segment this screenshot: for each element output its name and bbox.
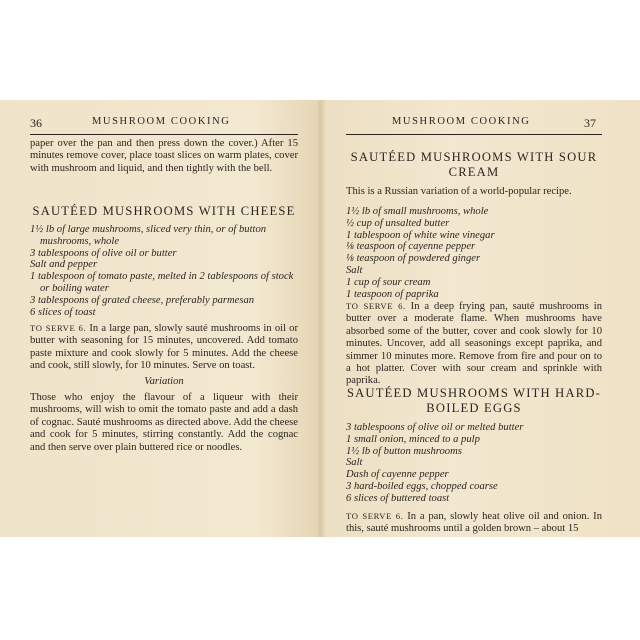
ingredient-line: 1 tablespoon of white wine vinegar [346, 229, 495, 241]
ingredient-line: Salt [346, 264, 363, 276]
ingredient-line: Salt and pepper [30, 259, 98, 271]
serve-label: TO SERVE 6. [30, 323, 87, 333]
method-hard-boiled-eggs [346, 510, 602, 536]
serve-label: TO SERVE 6. [346, 301, 406, 311]
serve-label: TO SERVE 6. [346, 511, 404, 521]
recipe-title-cheese: SAUTÉED MUSHROOMS WITH CHEESE [32, 204, 296, 218]
ingredient-line: 1 cup of sour cream [346, 276, 431, 288]
method-text: In a large pan, slowly sauté mushrooms in oil or butter with seasoning for 15 minutes, uncovered. Add tomato paste mixture and cook slowly for 5 minutes. Add the cheese and cook, still slowly, for 10 minutes. Serve on toast. [30, 323, 299, 372]
ingredient-line: 3 tablespoons of grated cheese, preferably parmesan [30, 294, 255, 306]
ingredient-line: 6 slices of buttered toast [346, 492, 450, 504]
ingredient-line: 1 tablespoon of tomato paste, melted in 2 tablespoons of stock or boiling water [30, 271, 294, 294]
variation-heading: Variation [144, 376, 184, 387]
method-sour-cream [346, 300, 602, 388]
recipe-intro: This is a Russian variation of a world-popular recipe. [346, 186, 572, 197]
right-page [322, 100, 640, 537]
ingredient-line: 1 small onion, minced to a pulp [346, 433, 480, 445]
method-text: In a pan, slowly heat olive oil and onion. In this, sauté mushrooms until a golden brown – about 15 [346, 511, 602, 535]
right-running-head: MUSHROOM COOKING [392, 116, 531, 127]
ingredient-line: 1½ lb of large mushrooms, sliced very thin, or of button mushrooms, whole [30, 224, 267, 247]
open-book [0, 100, 640, 537]
ingredient-line: 1½ lb of button mushrooms [346, 445, 462, 457]
continued-text: paper over the pan and then press down the cover.) After 15 minutes remove cover, place toast slices on warm plates, cover with mushroom and liquid, and then tightly with the bell. [30, 138, 298, 174]
ingredient-line: 1½ lb of small mushrooms, whole [346, 206, 489, 217]
method-text: In a deep frying pan, sauté mushrooms in butter over a moderate flame. When mushrooms have absorbed some of the butter, cover and cook slowly for 10 minutes. Uncover, add all seasonings except paprika, and simmer 10 minutes more. Remove from fire and pour on to a hot platter. Cover with sour cream and sprinkle with paprika. [346, 301, 602, 387]
variation-text: Those who enjoy the flavour of a liqueur with their mushrooms, will wish to omit the tomato paste and add a dash of cognac. Sauté mushrooms as directed above. Add the cheese and cook for 5 minutes, stirring constantly. Add the cognac and then serve over plain buttered rice or noodles. [30, 392, 298, 453]
ingredient-line: Salt [346, 457, 363, 469]
left-page [0, 100, 318, 537]
ingredients-sour-cream [346, 206, 602, 300]
ingredient-line: Dash of cayenne pepper [346, 469, 449, 481]
ingredients-cheese [30, 224, 298, 318]
recipe-title-hard-boiled-eggs: SAUTÉED MUSHROOMS WITH HARD-BOILED EGGS [346, 386, 602, 415]
left-header-rule [30, 134, 298, 135]
recipe-title-sour-cream: SAUTÉED MUSHROOMS WITH SOUR CREAM [350, 150, 598, 179]
left-running-head: MUSHROOM COOKING [92, 116, 231, 127]
ingredient-line: ⅛ teaspoon of cayenne pepper [346, 241, 476, 253]
method-cheese [30, 322, 298, 373]
left-page-number: 36 [30, 116, 42, 130]
ingredient-line: 1 teaspoon of paprika [346, 288, 439, 300]
ingredient-line: 3 tablespoons of olive oil or melted butter [346, 422, 524, 433]
ingredient-line: 6 slices of toast [30, 306, 96, 318]
ingredient-line: 3 tablespoons of olive oil or butter [30, 247, 177, 259]
ingredients-hard-boiled-eggs [346, 422, 602, 505]
right-page-number: 37 [584, 116, 596, 130]
ingredient-line: 3 hard-boiled eggs, chopped coarse [346, 480, 498, 492]
ingredient-line: ½ cup of unsalted butter [346, 217, 450, 229]
ingredient-line: ⅛ teaspoon of powdered ginger [346, 253, 481, 265]
right-header-rule [346, 134, 602, 135]
